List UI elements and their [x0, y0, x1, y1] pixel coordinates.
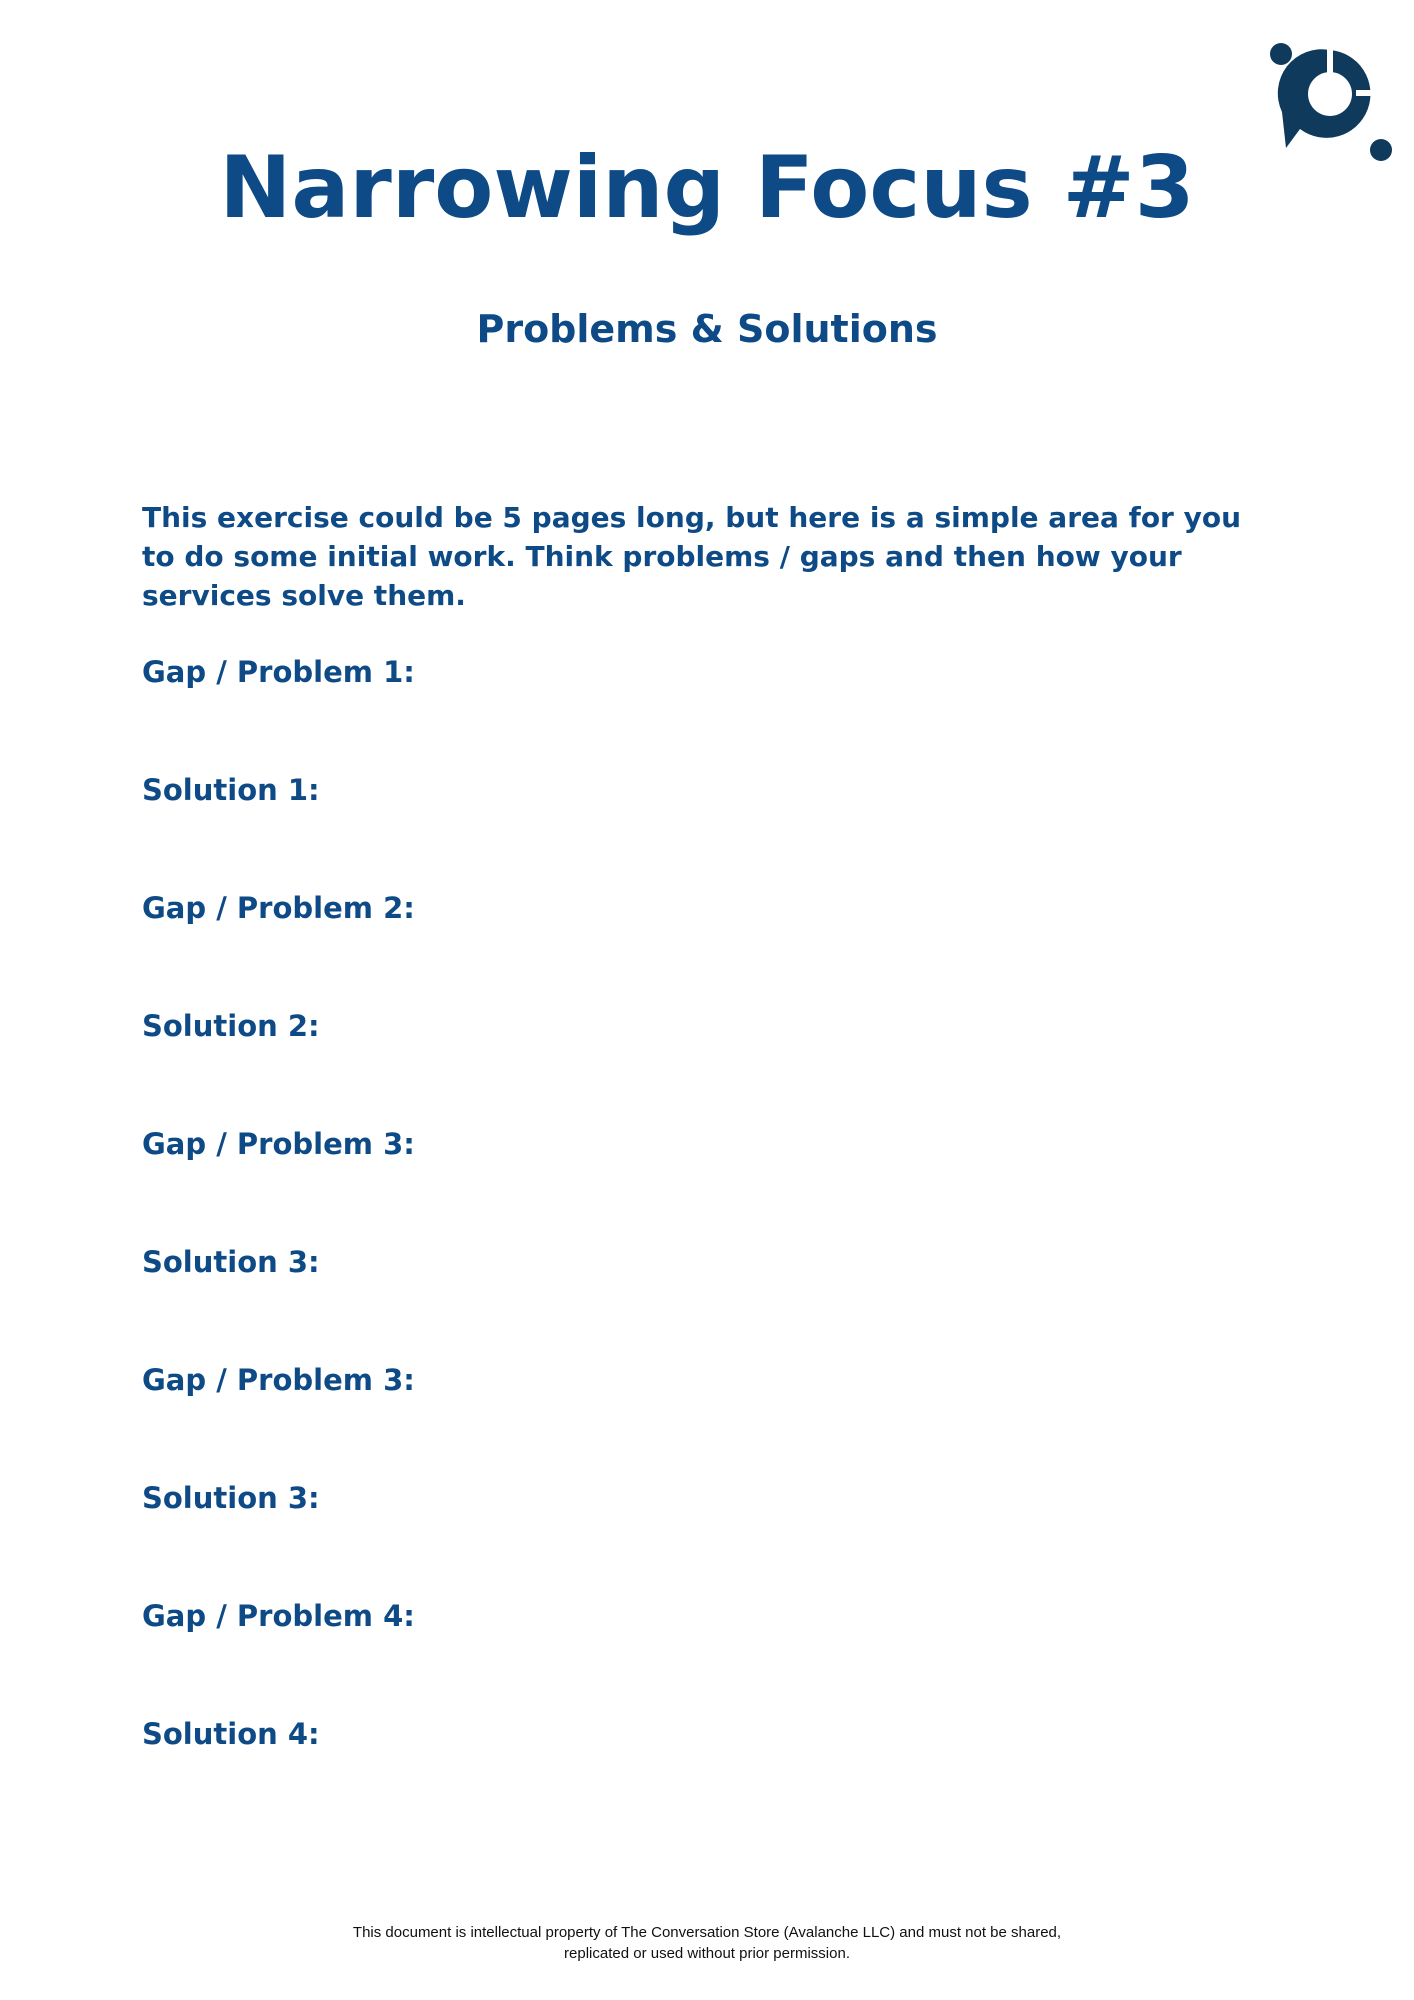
field-solution-4: Solution 4:: [142, 1717, 320, 1751]
field-gap-problem-4: Gap / Problem 4:: [142, 1599, 415, 1633]
field-gap-problem-2: Gap / Problem 2:: [142, 891, 415, 925]
intro-text: This exercise could be 5 pages long, but here is a simple area for you to do some initial work. Think problems / gaps and then how your services solve them.: [142, 501, 1242, 612]
field-gap-problem-1: Gap / Problem 1:: [142, 655, 415, 689]
field-gap-problem-3-repeat: Gap / Problem 3:: [142, 1363, 415, 1397]
field-gap-problem-3: Gap / Problem 3:: [142, 1127, 415, 1161]
page-title: Narrowing Focus #3: [219, 138, 1195, 238]
page-subtitle: Problems & Solutions: [476, 307, 938, 351]
field-solution-3: Solution 3:: [142, 1245, 320, 1279]
field-solution-2: Solution 2:: [142, 1009, 320, 1043]
footer-line-1: This document is intellectual property of The Conversation Store (Avalanche LLC) and must not be shared,: [352, 1924, 1062, 1941]
worksheet-fields: [142, 652, 1272, 1832]
field-solution-1: Solution 1:: [142, 773, 320, 807]
footer-line-2: replicated or used without prior permission.: [564, 1945, 850, 1962]
field-solution-3-repeat: Solution 3:: [142, 1481, 320, 1515]
footer-notice: [0, 1922, 1414, 1964]
